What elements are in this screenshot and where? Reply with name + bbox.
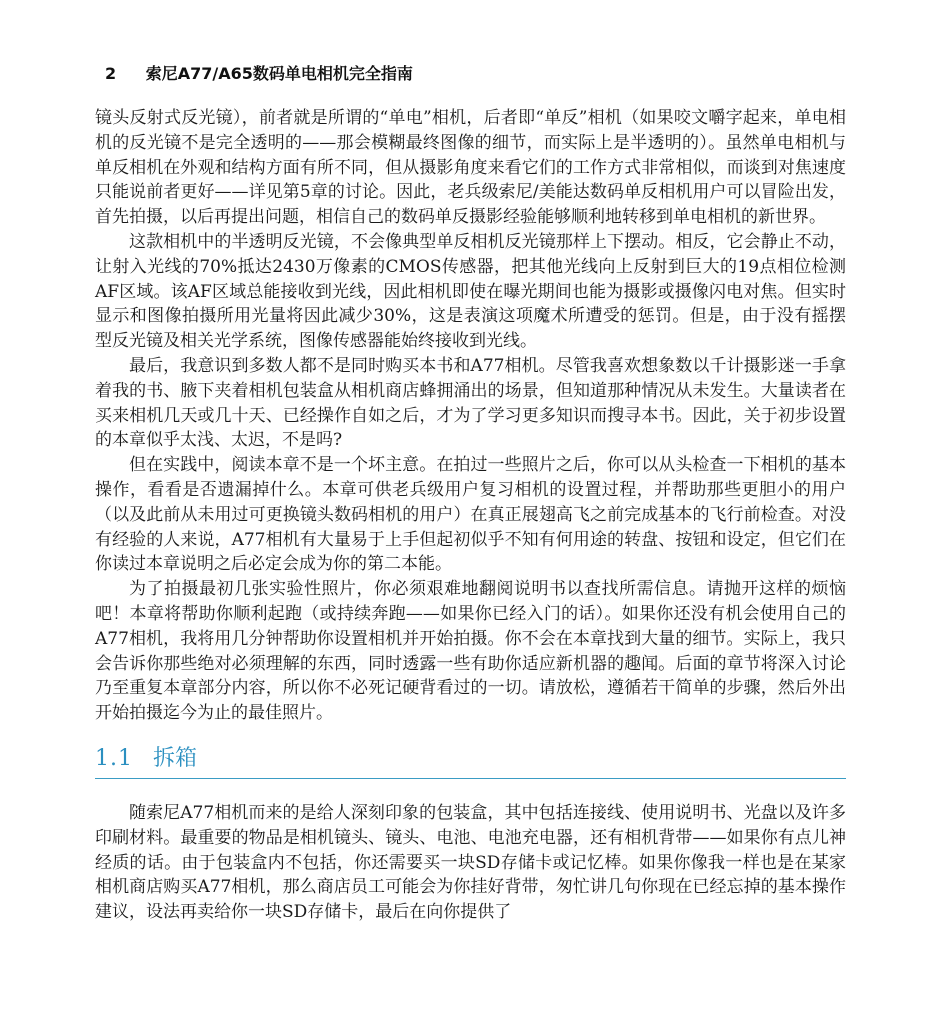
section-title: 拆箱 [153,745,198,771]
paragraph: 随索尼A77相机而来的是给人深刻印象的包装盒，其中包括连接线、使用说明书、光盘以及许多印刷材料。最重要的物品是相机镜头、镜头、电池、电池充电器，还有相机背带——如果你有点儿神经质的话。由于包装盒内不包括，你还需要买一块SD存储卡或记忆棒。如果你像我一样也是在某家相机商店购买A77相机，那么商店员工可能会为你挂好背带，匆忙讲几句你现在已经忘掉的基本操作建议，设法再卖给你一块SD存储卡，最后在向你提供了 [95,802,846,923]
page-header [105,62,413,86]
paragraph: 这款相机中的半透明反光镜，不会像典型单反相机反光镜那样上下摆动。相反，它会静止不动，让射入光线的70%抵达2430万像素的CMOS传感器，把其他光线向上反射到巨大的19点相位检测AF区域。该AF区域总能接收到光线，因此相机即使在曝光期间也能为摄影或摄像闪电对焦。但实时显示和图像拍摄所用光量将因此减少30%，这是表演这项魔术所遭受的惩罚。但是，由于没有摇摆型反光镜及相关光学系统，图像传感器能始终接收到光线。 [95,231,846,352]
section-heading [95,744,846,779]
section-number: 1.1 [95,745,133,771]
body-text [95,106,846,925]
paragraph: 为了拍摄最初几张实验性照片，你必须艰难地翻阅说明书以查找所需信息。请抛开这样的烦恼吧！本章将帮助你顺利起跑（或持续奔跑——如果你已经入门的话）。如果你还没有机会使用自己的A77相机，我将用几分钟帮助你设置相机并开始拍摄。你不会在本章找到大量的细节。实际上，我只会告诉你那些绝对必须理解的东西，同时透露一些有助你适应新机器的趣闻。后面的章节将深入讨论乃至重复本章部分内容，所以你不必死记硬背看过的一切。请放松，遵循若干简单的步骤，然后外出开始拍摄迄今为止的最佳照片。 [95,579,846,724]
running-title: 索尼A77/A65数码单电相机完全指南 [145,64,413,83]
page-number: 2 [105,64,117,83]
paragraph-continued: 镜头反射式反光镜），前者就是所谓的“单电”相机，后者即“单反”相机（如果咬文嚼字起来，单电相机的反光镜不是完全透明的——那会模糊最终图像的细节，而实际上是半透明的）。虽然单电相机与单反相机在外观和结构方面有所不同，但从摄影角度来看它们的工作方式非常相似，而谈到对焦速度只能说前者更好——详见第5章的讨论。因此，老兵级索尼/美能达数码单反相机用户可以冒险出发，首先拍摄，以后再提出问题，相信自己的数码单反摄影经验能够顺利地转移到单电相机的新世界。 [95,108,846,228]
paragraph: 但在实践中，阅读本章不是一个坏主意。在拍过一些照片之后，你可以从头检查一下相机的基本操作，看看是否遗漏掉什么。本章可供老兵级用户复习相机的设置过程，并帮助那些更胆小的用户（以及此前从未用过可更换镜头数码相机的用户）在真正展翅高飞之前完成基本的飞行前检查。对没有经验的人来说，A77相机有大量易于上手但起初似乎不知有何用途的转盘、按钮和设定，但它们在你读过本章说明之后必定会成为你的第二本能。 [95,455,846,575]
paragraph: 最后，我意识到多数人都不是同时购买本书和A77相机。尽管我喜欢想象数以千计摄影迷一手拿着我的书、腋下夹着相机包装盒从相机商店蜂拥涌出的场景，但知道那种情况从未发生。大量读者在买来相机几天或几十天、已经操作自如之后，才为了学习更多知识而搜寻本书。因此，关于初步设置的本章似乎太浅、太迟，不是吗? [95,355,846,451]
